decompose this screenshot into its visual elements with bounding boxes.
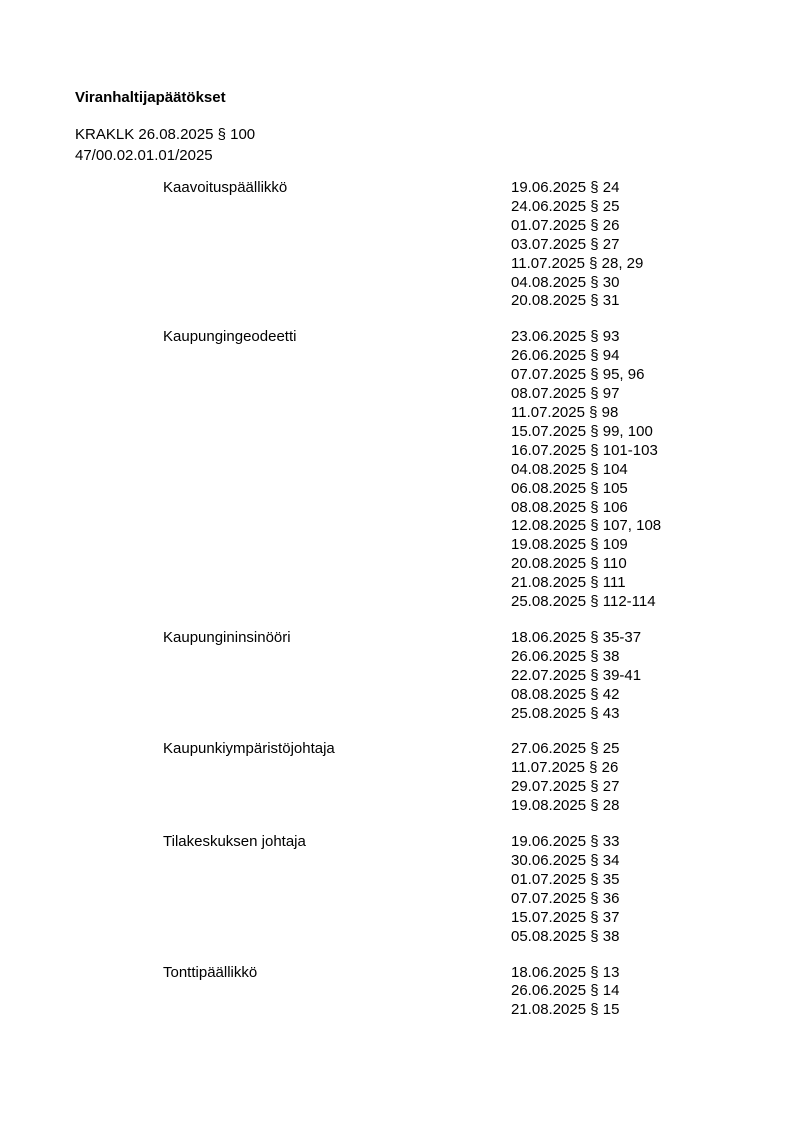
decision-list [511,179,754,311]
decision-section [163,629,754,724]
decision-entry: 26.06.2025 § 38 [511,647,620,665]
decision-entry: 01.07.2025 § 35 [511,870,620,888]
decision-entry: 15.07.2025 § 37 [511,908,620,926]
decision-entry: 21.08.2025 § 111 [511,574,626,592]
officeholder-title: Tonttipäällikkö [163,963,258,981]
decision-section [163,964,754,1021]
decision-entry: 19.08.2025 § 28 [511,797,620,815]
officeholder-title: Kaupunkiympäristöjohtaja [163,740,335,758]
decision-entry: 18.06.2025 § 13 [511,963,620,981]
document-title: Viranhaltijapäätökset [75,89,226,106]
decision-entry: 15.07.2025 § 99, 100 [511,422,653,440]
decision-entry: 20.08.2025 § 110 [511,555,627,573]
case-number: 47/00.02.01.01/2025 [75,147,213,164]
decision-entry: 11.07.2025 § 28, 29 [511,254,644,272]
decision-entry: 06.08.2025 § 105 [511,479,628,497]
decision-entry: 05.08.2025 § 38 [511,927,620,945]
decision-list [511,833,754,946]
decision-list [511,964,754,1021]
decision-entry: 08.08.2025 § 106 [511,498,628,516]
decision-entry: 22.07.2025 § 39-41 [511,666,642,684]
officeholder-title: Tilakeskuksen johtaja [163,833,306,851]
decision-entry: 30.06.2025 § 34 [511,852,620,869]
decision-entry: 07.07.2025 § 36 [511,889,620,907]
decision-entry: 03.07.2025 § 27 [511,235,620,253]
decision-entry: 20.08.2025 § 31 [511,292,620,310]
officeholder-title: Kaavoituspäällikkö [163,179,288,196]
decision-list [511,328,754,612]
decision-list [511,740,754,816]
document-content [75,89,754,1020]
decision-entry: 26.06.2025 § 94 [511,347,620,365]
decision-entry: 18.06.2025 § 35-37 [511,628,642,646]
officeholder-title: Kaupungininsinööri [163,628,291,646]
decision-section [163,740,754,816]
decision-entry: 07.07.2025 § 95, 96 [511,366,645,384]
decision-section [163,328,754,612]
decision-entry: 04.08.2025 § 30 [511,273,620,291]
decision-entry: 25.08.2025 § 112-114 [511,593,656,611]
decision-entry: 08.08.2025 § 42 [511,685,620,703]
decision-list [511,629,754,724]
meeting-reference: KRAKLK 26.08.2025 § 100 [75,126,256,143]
decision-entry: 04.08.2025 § 104 [511,460,628,478]
decision-entry: 11.07.2025 § 98 [511,403,619,421]
decision-section [163,833,754,946]
decision-entry: 23.06.2025 § 93 [511,328,620,346]
decision-section [163,179,754,311]
decision-entry: 01.07.2025 § 26 [511,216,620,234]
decision-entry: 26.06.2025 § 14 [511,982,620,1000]
decision-entry: 25.08.2025 § 43 [511,704,620,722]
decision-entry: 16.07.2025 § 101-103 [511,441,658,459]
decision-entry: 29.07.2025 § 27 [511,778,620,796]
decision-entry: 21.08.2025 § 15 [511,1001,620,1019]
decision-entry: 12.08.2025 § 107, 108 [511,517,662,535]
decision-sections [163,179,754,1020]
document-reference-block [75,124,754,166]
decision-entry: 19.06.2025 § 33 [511,833,620,851]
decision-entry: 11.07.2025 § 26 [511,759,619,777]
officeholder-title: Kaupungingeodeetti [163,328,297,346]
decision-entry: 19.08.2025 § 109 [511,536,628,554]
decision-entry: 27.06.2025 § 25 [511,740,620,758]
decision-entry: 08.07.2025 § 97 [511,385,620,403]
decision-entry: 24.06.2025 § 25 [511,197,620,215]
decision-entry: 19.06.2025 § 24 [511,179,620,196]
